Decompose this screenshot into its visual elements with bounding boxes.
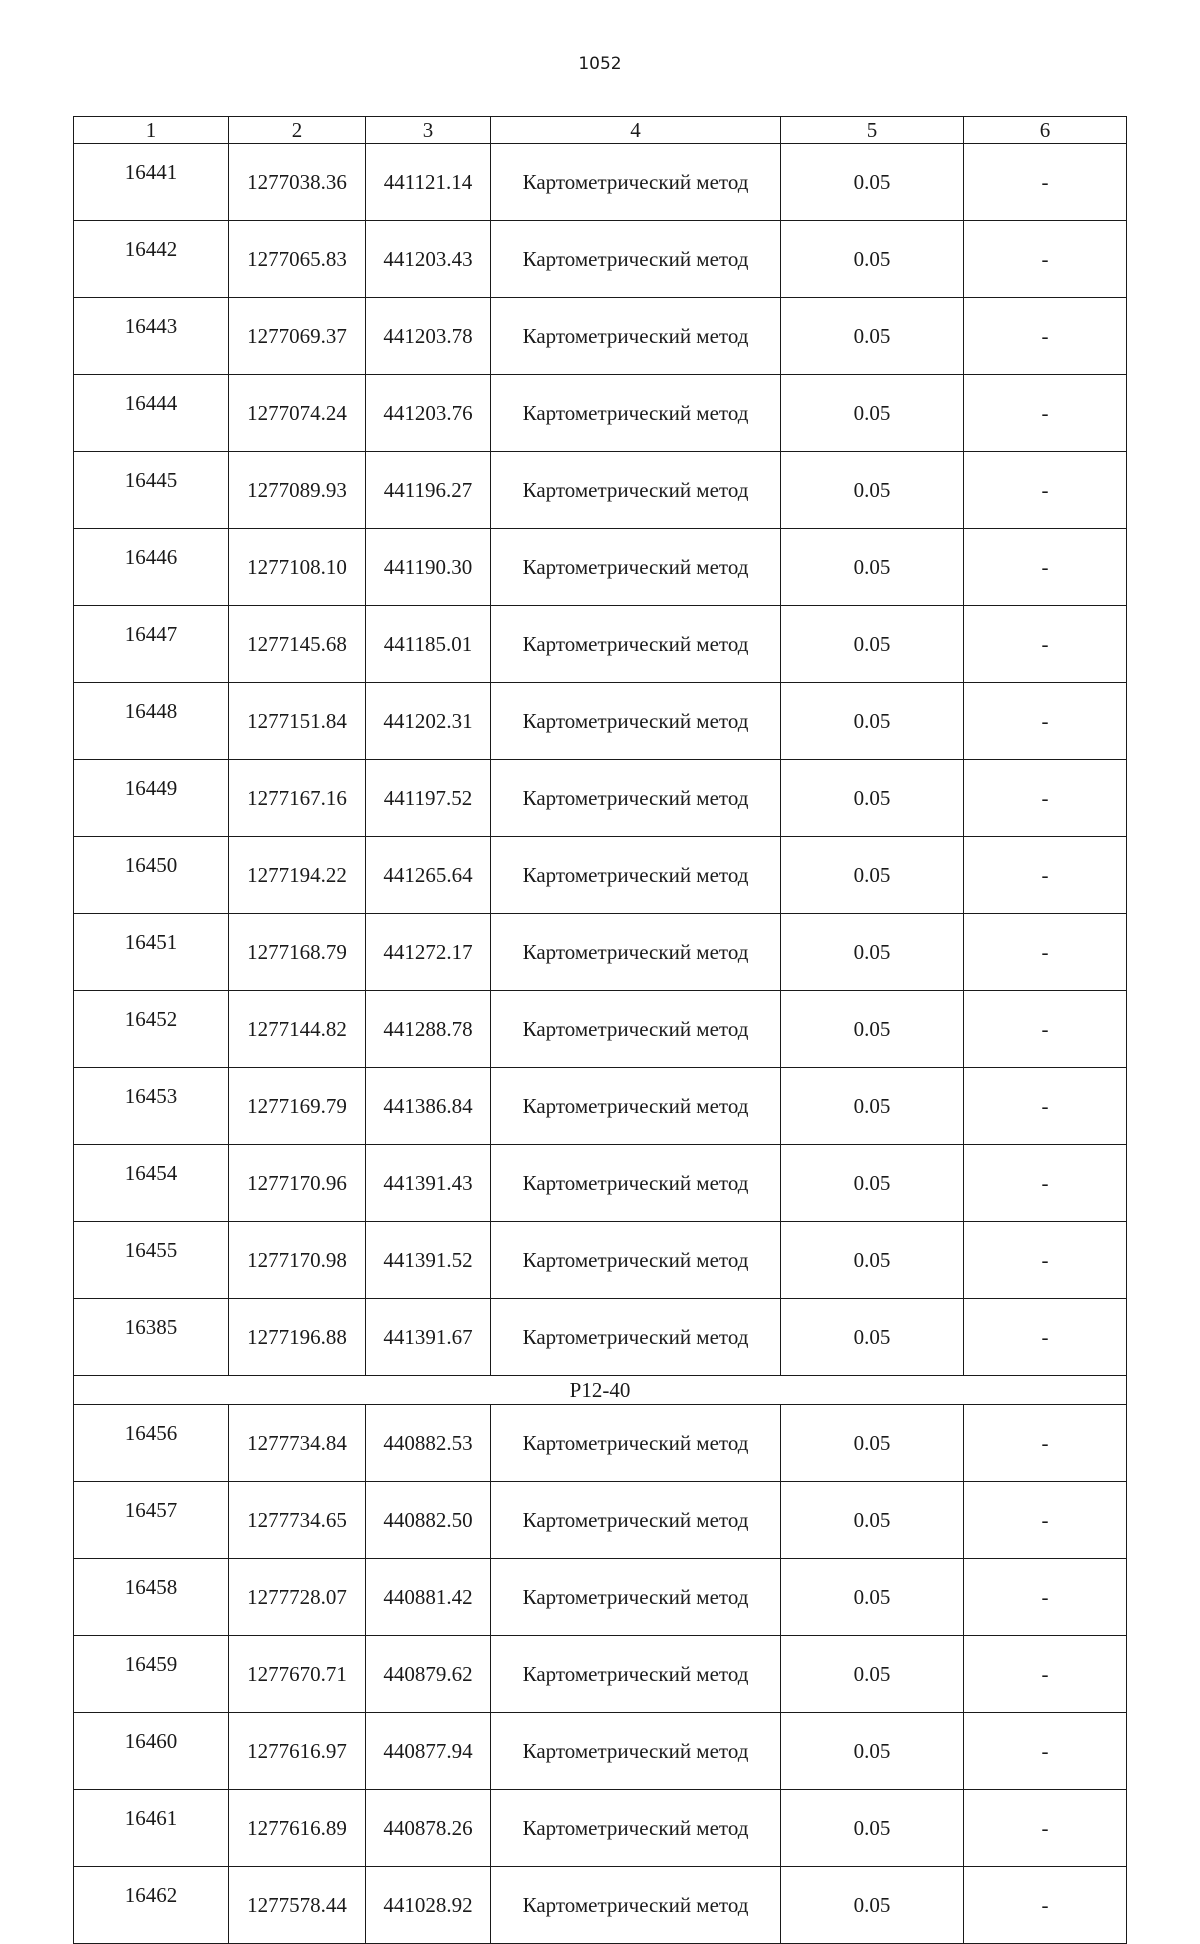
- method-cell: Картометрический метод: [491, 298, 781, 375]
- x-coordinate-cell: 1277145.68: [229, 606, 366, 683]
- table-row: [74, 529, 1127, 606]
- x-coordinate-cell: 1277616.89: [229, 1790, 366, 1867]
- table-row: [74, 1145, 1127, 1222]
- table-row: [74, 221, 1127, 298]
- point-number-cell: 16457: [74, 1482, 229, 1559]
- y-coordinate-cell: 441391.43: [366, 1145, 491, 1222]
- note-cell: -: [964, 760, 1127, 837]
- method-cell: Картометрический метод: [491, 1405, 781, 1482]
- point-number-cell: 16458: [74, 1559, 229, 1636]
- y-coordinate-cell: 441203.76: [366, 375, 491, 452]
- y-coordinate-cell: 441190.30: [366, 529, 491, 606]
- y-coordinate-cell: 441203.43: [366, 221, 491, 298]
- x-coordinate-cell: 1277108.10: [229, 529, 366, 606]
- y-coordinate-cell: 441272.17: [366, 914, 491, 991]
- point-number-cell: 16446: [74, 529, 229, 606]
- y-coordinate-cell: 440882.50: [366, 1482, 491, 1559]
- method-cell: Картометрический метод: [491, 991, 781, 1068]
- method-cell: Картометрический метод: [491, 683, 781, 760]
- table-row: [74, 606, 1127, 683]
- accuracy-cell: 0.05: [781, 529, 964, 606]
- accuracy-cell: 0.05: [781, 1790, 964, 1867]
- accuracy-cell: 0.05: [781, 375, 964, 452]
- accuracy-cell: 0.05: [781, 1299, 964, 1376]
- y-coordinate-cell: 441028.92: [366, 1867, 491, 1944]
- y-coordinate-cell: 441196.27: [366, 452, 491, 529]
- table-row: [74, 1559, 1127, 1636]
- column-header: 5: [781, 117, 964, 144]
- y-coordinate-cell: 440878.26: [366, 1790, 491, 1867]
- y-coordinate-cell: 441197.52: [366, 760, 491, 837]
- accuracy-cell: 0.05: [781, 1222, 964, 1299]
- method-cell: Картометрический метод: [491, 221, 781, 298]
- note-cell: -: [964, 1790, 1127, 1867]
- note-cell: -: [964, 1405, 1127, 1482]
- table-row: [74, 144, 1127, 221]
- x-coordinate-cell: 1277074.24: [229, 375, 366, 452]
- accuracy-cell: 0.05: [781, 1145, 964, 1222]
- y-coordinate-cell: 440879.62: [366, 1636, 491, 1713]
- column-header: 3: [366, 117, 491, 144]
- column-header: 2: [229, 117, 366, 144]
- y-coordinate-cell: 441386.84: [366, 1068, 491, 1145]
- accuracy-cell: 0.05: [781, 1405, 964, 1482]
- point-number-cell: 16445: [74, 452, 229, 529]
- x-coordinate-cell: 1277194.22: [229, 837, 366, 914]
- note-cell: -: [964, 837, 1127, 914]
- table-row: [74, 991, 1127, 1068]
- point-number-cell: 16442: [74, 221, 229, 298]
- table-row: [74, 375, 1127, 452]
- method-cell: Картометрический метод: [491, 1299, 781, 1376]
- table-row: [74, 1867, 1127, 1944]
- x-coordinate-cell: 1277616.97: [229, 1713, 366, 1790]
- point-number-cell: 16441: [74, 144, 229, 221]
- note-cell: -: [964, 144, 1127, 221]
- point-number-cell: 16450: [74, 837, 229, 914]
- x-coordinate-cell: 1277734.65: [229, 1482, 366, 1559]
- y-coordinate-cell: 440877.94: [366, 1713, 491, 1790]
- table-row: [74, 1713, 1127, 1790]
- x-coordinate-cell: 1277170.98: [229, 1222, 366, 1299]
- note-cell: -: [964, 1482, 1127, 1559]
- y-coordinate-cell: 441203.78: [366, 298, 491, 375]
- method-cell: Картометрический метод: [491, 760, 781, 837]
- column-header: 1: [74, 117, 229, 144]
- x-coordinate-cell: 1277578.44: [229, 1867, 366, 1944]
- y-coordinate-cell: 441121.14: [366, 144, 491, 221]
- point-number-cell: 16453: [74, 1068, 229, 1145]
- method-cell: Картометрический метод: [491, 1713, 781, 1790]
- x-coordinate-cell: 1277728.07: [229, 1559, 366, 1636]
- note-cell: -: [964, 1299, 1127, 1376]
- note-cell: -: [964, 1559, 1127, 1636]
- point-number-cell: 16454: [74, 1145, 229, 1222]
- point-number-cell: 16385: [74, 1299, 229, 1376]
- point-number-cell: 16449: [74, 760, 229, 837]
- point-number-cell: 16443: [74, 298, 229, 375]
- table-row: [74, 914, 1127, 991]
- table-row: [74, 452, 1127, 529]
- y-coordinate-cell: 441265.64: [366, 837, 491, 914]
- accuracy-cell: 0.05: [781, 1636, 964, 1713]
- note-cell: -: [964, 1636, 1127, 1713]
- method-cell: Картометрический метод: [491, 606, 781, 683]
- point-number-cell: 16444: [74, 375, 229, 452]
- note-cell: -: [964, 1713, 1127, 1790]
- x-coordinate-cell: 1277170.96: [229, 1145, 366, 1222]
- point-number-cell: 16447: [74, 606, 229, 683]
- table-body: [74, 144, 1127, 1944]
- method-cell: Картометрический метод: [491, 914, 781, 991]
- note-cell: -: [964, 1068, 1127, 1145]
- accuracy-cell: 0.05: [781, 1713, 964, 1790]
- accuracy-cell: 0.05: [781, 221, 964, 298]
- accuracy-cell: 0.05: [781, 683, 964, 760]
- method-cell: Картометрический метод: [491, 1482, 781, 1559]
- point-number-cell: 16459: [74, 1636, 229, 1713]
- coordinates-table: [73, 116, 1127, 1944]
- table-row: [74, 1068, 1127, 1145]
- accuracy-cell: 0.05: [781, 606, 964, 683]
- accuracy-cell: 0.05: [781, 991, 964, 1068]
- table-row: [74, 760, 1127, 837]
- table-row: [74, 837, 1127, 914]
- x-coordinate-cell: 1277089.93: [229, 452, 366, 529]
- method-cell: Картометрический метод: [491, 1145, 781, 1222]
- point-number-cell: 16455: [74, 1222, 229, 1299]
- table-row: [74, 1482, 1127, 1559]
- method-cell: Картометрический метод: [491, 1068, 781, 1145]
- x-coordinate-cell: 1277169.79: [229, 1068, 366, 1145]
- note-cell: -: [964, 452, 1127, 529]
- table-row: [74, 1790, 1127, 1867]
- x-coordinate-cell: 1277670.71: [229, 1636, 366, 1713]
- note-cell: -: [964, 1222, 1127, 1299]
- point-number-cell: 16461: [74, 1790, 229, 1867]
- accuracy-cell: 0.05: [781, 1867, 964, 1944]
- note-cell: -: [964, 991, 1127, 1068]
- point-number-cell: 16460: [74, 1713, 229, 1790]
- note-cell: -: [964, 221, 1127, 298]
- accuracy-cell: 0.05: [781, 760, 964, 837]
- point-number-cell: 16462: [74, 1867, 229, 1944]
- y-coordinate-cell: 441391.67: [366, 1299, 491, 1376]
- table-header-row: [74, 117, 1127, 144]
- note-cell: -: [964, 529, 1127, 606]
- note-cell: -: [964, 914, 1127, 991]
- x-coordinate-cell: 1277196.88: [229, 1299, 366, 1376]
- note-cell: -: [964, 375, 1127, 452]
- point-number-cell: 16451: [74, 914, 229, 991]
- y-coordinate-cell: 441391.52: [366, 1222, 491, 1299]
- y-coordinate-cell: 440881.42: [366, 1559, 491, 1636]
- y-coordinate-cell: 441202.31: [366, 683, 491, 760]
- method-cell: Картометрический метод: [491, 1867, 781, 1944]
- y-coordinate-cell: 441288.78: [366, 991, 491, 1068]
- x-coordinate-cell: 1277151.84: [229, 683, 366, 760]
- x-coordinate-cell: 1277144.82: [229, 991, 366, 1068]
- method-cell: Картометрический метод: [491, 1636, 781, 1713]
- table-row: [74, 1222, 1127, 1299]
- section-title-row: [74, 1376, 1127, 1405]
- note-cell: -: [964, 1867, 1127, 1944]
- point-number-cell: 16448: [74, 683, 229, 760]
- accuracy-cell: 0.05: [781, 1068, 964, 1145]
- section-title: Р12-40: [74, 1376, 1127, 1405]
- table-row: [74, 683, 1127, 760]
- method-cell: Картометрический метод: [491, 529, 781, 606]
- x-coordinate-cell: 1277168.79: [229, 914, 366, 991]
- accuracy-cell: 0.05: [781, 837, 964, 914]
- method-cell: Картометрический метод: [491, 1790, 781, 1867]
- accuracy-cell: 0.05: [781, 914, 964, 991]
- y-coordinate-cell: 440882.53: [366, 1405, 491, 1482]
- note-cell: -: [964, 683, 1127, 760]
- table-row: [74, 1299, 1127, 1376]
- x-coordinate-cell: 1277065.83: [229, 221, 366, 298]
- method-cell: Картометрический метод: [491, 1559, 781, 1636]
- note-cell: -: [964, 1145, 1127, 1222]
- note-cell: -: [964, 606, 1127, 683]
- x-coordinate-cell: 1277069.37: [229, 298, 366, 375]
- method-cell: Картометрический метод: [491, 375, 781, 452]
- point-number-cell: 16456: [74, 1405, 229, 1482]
- column-header: 6: [964, 117, 1127, 144]
- x-coordinate-cell: 1277167.16: [229, 760, 366, 837]
- x-coordinate-cell: 1277734.84: [229, 1405, 366, 1482]
- table-row: [74, 298, 1127, 375]
- column-header: 4: [491, 117, 781, 144]
- method-cell: Картометрический метод: [491, 452, 781, 529]
- method-cell: Картометрический метод: [491, 837, 781, 914]
- accuracy-cell: 0.05: [781, 144, 964, 221]
- table-row: [74, 1405, 1127, 1482]
- x-coordinate-cell: 1277038.36: [229, 144, 366, 221]
- method-cell: Картометрический метод: [491, 144, 781, 221]
- table-row: [74, 1636, 1127, 1713]
- accuracy-cell: 0.05: [781, 452, 964, 529]
- page-number: 1052: [578, 54, 622, 74]
- note-cell: -: [964, 298, 1127, 375]
- accuracy-cell: 0.05: [781, 1482, 964, 1559]
- method-cell: Картометрический метод: [491, 1222, 781, 1299]
- accuracy-cell: 0.05: [781, 298, 964, 375]
- y-coordinate-cell: 441185.01: [366, 606, 491, 683]
- accuracy-cell: 0.05: [781, 1559, 964, 1636]
- point-number-cell: 16452: [74, 991, 229, 1068]
